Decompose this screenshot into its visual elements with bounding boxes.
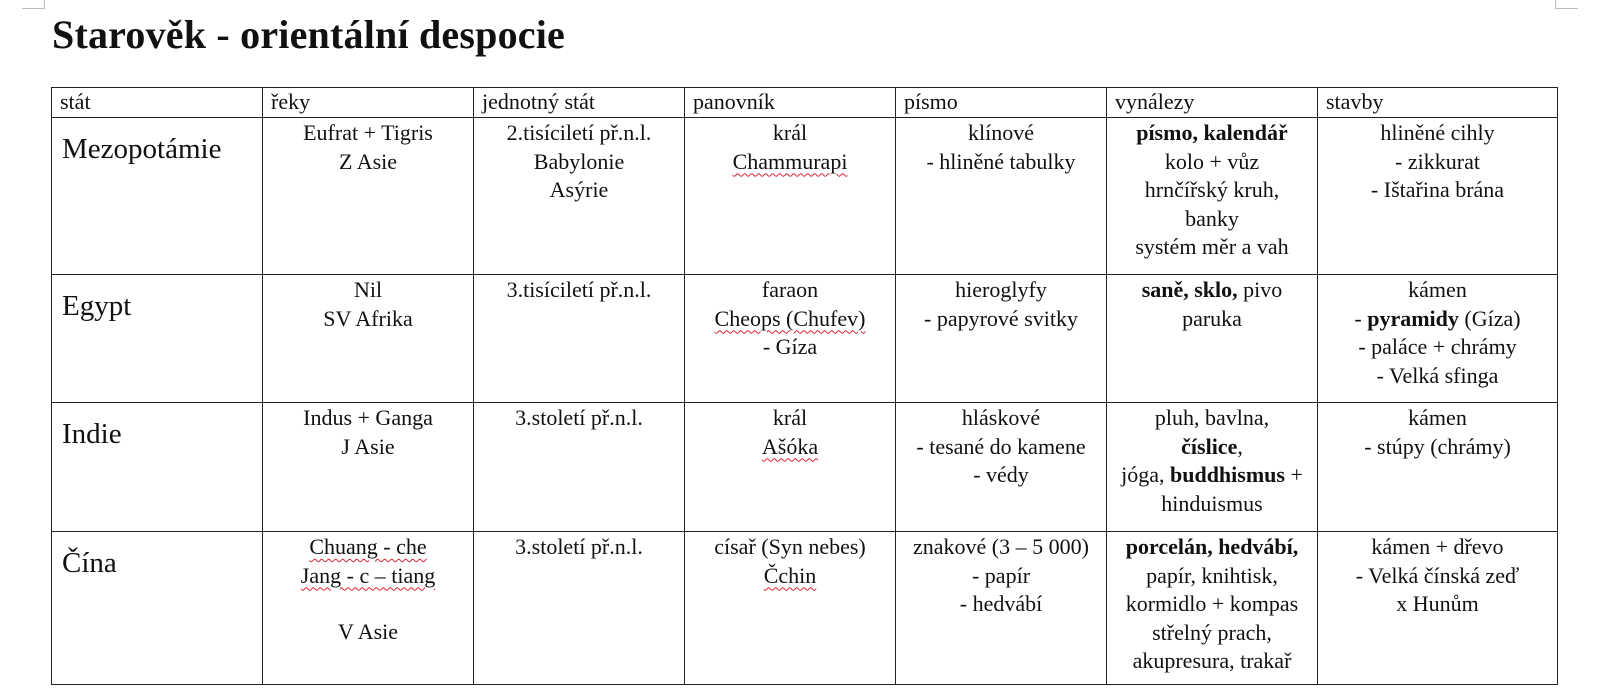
country-cell: Mezopotámie: [52, 118, 263, 275]
ruler-cell: [685, 275, 896, 403]
document-title: Starověk - orientální despocie: [52, 12, 566, 57]
plain-text: pivo: [1237, 277, 1283, 302]
cell-line: král: [772, 405, 808, 430]
cell-line: Ašóka: [761, 433, 819, 459]
header-cell: vynálezy: [1107, 88, 1318, 118]
buildings-cell: [1318, 275, 1558, 403]
cell-line: - paláce + chrámy: [1358, 334, 1517, 359]
inventions-cell: [1107, 403, 1318, 532]
bold-text: saně, sklo,: [1141, 277, 1238, 302]
rivers-cell: [263, 275, 474, 403]
cell-line: Indus + Ganga: [303, 405, 433, 430]
ruler-cell: [685, 403, 896, 532]
cell-line: - hliněné tabulky: [926, 148, 1076, 174]
bold-text: porcelán, hedvábí,: [1125, 534, 1299, 559]
cell-line: - Velká čínská zeď: [1355, 562, 1520, 588]
country-cell: Indie: [52, 403, 263, 532]
cell-line: hieroglyfy: [955, 277, 1047, 302]
rivers-cell: [263, 403, 474, 532]
cell-line: - papír: [971, 562, 1031, 588]
cell-line: 2.tisíciletí př.n.l.: [506, 120, 652, 145]
cell-line: hrnčířský kruh,: [1144, 177, 1280, 202]
header-cell: jednotný stát: [474, 88, 685, 118]
country-cell: Čína: [52, 532, 263, 685]
cell-line: - stúpy (chrámy): [1364, 433, 1511, 459]
table-row: [52, 532, 1558, 685]
cell-line: kámen: [1408, 405, 1467, 430]
cell-line: x Hunům: [1396, 591, 1479, 616]
plain-text: (Gíza): [1458, 305, 1521, 331]
ruler-cell: [685, 532, 896, 685]
cell-line: Babylonie: [533, 148, 625, 174]
cell-line: - zikkurat: [1395, 148, 1480, 174]
unified-state-cell: [474, 275, 685, 403]
cell-line: kámen: [1408, 277, 1467, 302]
rivers-cell: [263, 118, 474, 275]
cell-line: akupresura, trakař: [1132, 648, 1292, 673]
bold-text: číslice: [1181, 433, 1238, 459]
table-row: [52, 403, 1558, 532]
buildings-cell: [1318, 403, 1558, 532]
plain-text: -: [1354, 305, 1368, 331]
cell-line: - tesané do kamene: [916, 433, 1086, 459]
cell-line: - papyrové svitky: [924, 305, 1078, 331]
cell-line: kolo + vůz: [1164, 148, 1260, 174]
table-row: [52, 118, 1558, 275]
plain-text: ,: [1237, 433, 1243, 459]
cell-line: papír, knihtisk,: [1146, 562, 1278, 588]
cell-line: hláskové: [961, 405, 1041, 430]
cell-line: Cheops (Chufev): [714, 305, 866, 331]
buildings-cell: [1318, 532, 1558, 685]
header-cell: stát: [52, 88, 263, 118]
cell-line: banky: [1185, 205, 1239, 231]
unified-state-cell: [474, 532, 685, 685]
cell-line: pluh, bavlna,: [1154, 405, 1270, 430]
inventions-cell: [1107, 118, 1318, 275]
script-cell: [896, 118, 1107, 275]
ruler-cell: [685, 118, 896, 275]
cell-line: [1111, 276, 1313, 305]
cell-line: J Asie: [341, 433, 395, 459]
cell-line: [1111, 461, 1313, 490]
script-cell: [896, 403, 1107, 532]
cell-line: klínové: [968, 120, 1034, 145]
table-row: [52, 275, 1558, 403]
cell-line: [1111, 119, 1313, 148]
cell-line: [1111, 533, 1313, 562]
cell-line: znakové (3 – 5 000): [913, 534, 1089, 559]
header-cell: písmo: [896, 88, 1107, 118]
cell-line: paruka: [1182, 305, 1242, 331]
bold-text: písmo, kalendář: [1136, 120, 1288, 145]
cell-line: kormidlo + kompas: [1125, 591, 1299, 616]
cell-line: Eufrat + Tigris: [303, 120, 433, 145]
cell-line: střelný prach,: [1152, 619, 1272, 645]
cell-line: Asýrie: [549, 177, 609, 202]
unified-state-cell: [474, 118, 685, 275]
cell-line: král: [772, 120, 808, 145]
cell-line: Čchin: [763, 562, 817, 588]
page-corner-mark-right: [1555, 0, 1578, 9]
table-header-row: [52, 88, 1558, 118]
script-cell: [896, 275, 1107, 403]
cell-line: V Asie: [337, 619, 399, 644]
cell-line: - hedvábí: [959, 591, 1043, 616]
rivers-cell: [263, 532, 474, 685]
bold-text: pyramidy: [1367, 305, 1459, 331]
header-cell: stavby: [1318, 88, 1558, 118]
cell-line: hliněné cihly: [1380, 120, 1495, 145]
cell-line: - Gíza: [762, 334, 818, 359]
cell-line: - Ištařina brána: [1370, 177, 1505, 202]
header-cell: řeky: [263, 88, 474, 118]
bold-text: buddhismus: [1169, 462, 1285, 487]
unified-state-cell: [474, 403, 685, 532]
cell-line: hinduismus: [1161, 490, 1263, 516]
cell-line: systém měr a vah: [1135, 234, 1289, 259]
cell-line: [1111, 433, 1313, 462]
country-cell: Egypt: [52, 275, 263, 403]
cell-line: Chammurapi: [732, 148, 848, 174]
cell-line: [1322, 305, 1553, 334]
cell-line: 3.tisíciletí př.n.l.: [506, 277, 652, 302]
cell-line: 3.století př.n.l.: [515, 405, 643, 430]
buildings-cell: [1318, 118, 1558, 275]
header-cell: panovník: [685, 88, 896, 118]
cell-line: faraon: [761, 277, 819, 302]
page-corner-mark-left: [22, 0, 45, 9]
cell-line: - védy: [973, 462, 1029, 487]
blank-line: [267, 590, 469, 618]
cell-line: kámen + dřevo: [1371, 534, 1504, 559]
plain-text: +: [1284, 462, 1303, 487]
cell-line: Nil: [353, 277, 383, 302]
script-cell: [896, 532, 1107, 685]
cell-line: Chuang - che: [309, 534, 427, 559]
cell-line: Jang - c – tiang: [300, 562, 436, 588]
inventions-cell: [1107, 532, 1318, 685]
cell-line: 3.století př.n.l.: [515, 534, 643, 559]
cell-line: Z Asie: [338, 148, 398, 174]
cell-line: císař (Syn nebes): [714, 534, 866, 559]
inventions-cell: [1107, 275, 1318, 403]
plain-text: jóga,: [1121, 462, 1170, 487]
cell-line: SV Afrika: [323, 305, 413, 331]
civilizations-table: [51, 87, 1558, 685]
cell-line: - Velká sfinga: [1376, 362, 1499, 388]
